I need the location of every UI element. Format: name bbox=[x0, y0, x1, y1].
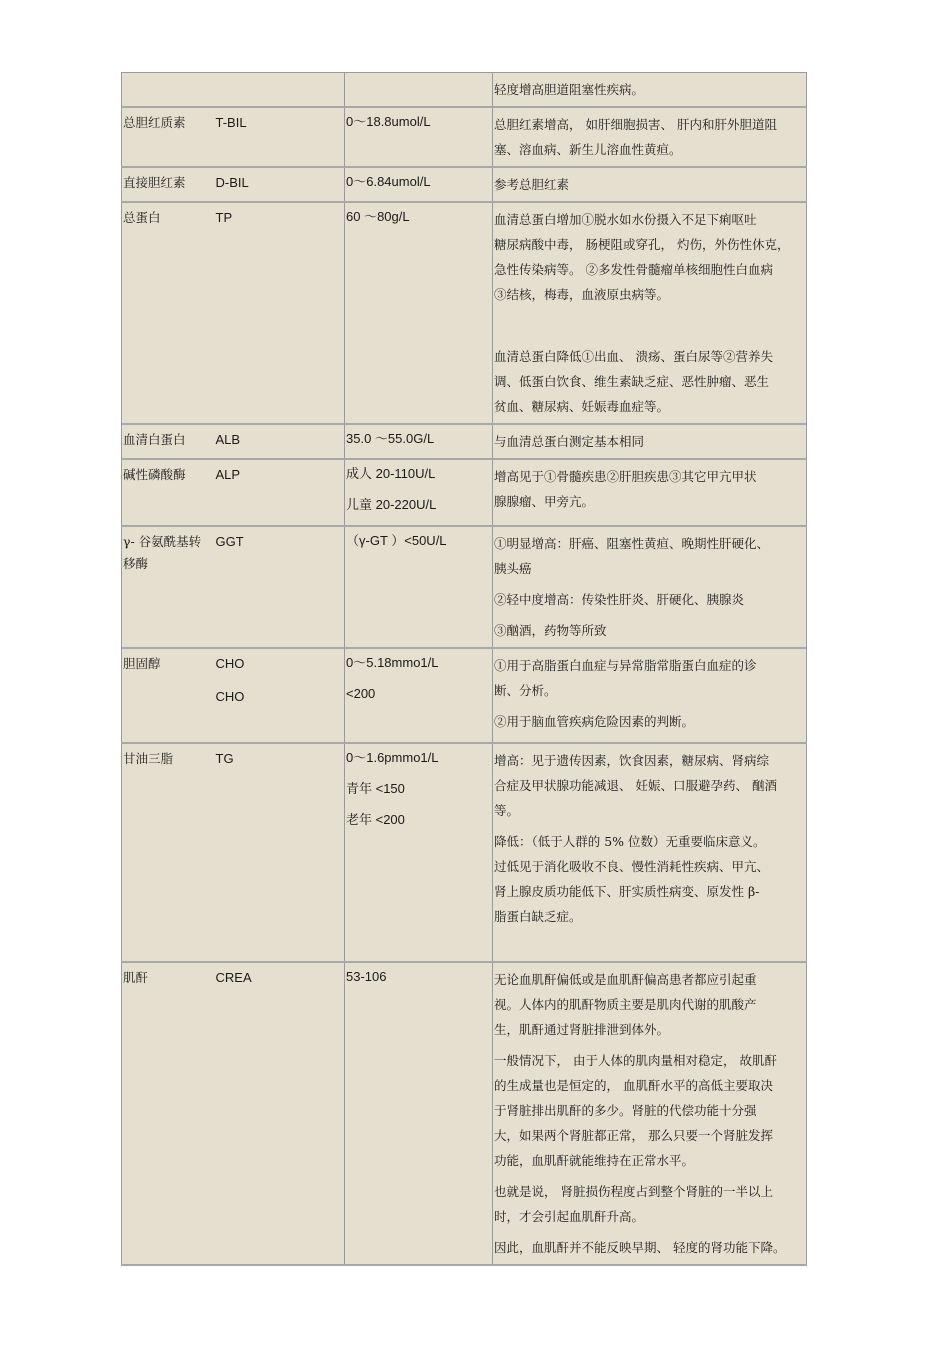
description-line: 等。 bbox=[494, 803, 520, 818]
description-line: 塞、溶血病、新生儿溶血性黄疸。 bbox=[494, 142, 682, 157]
description-line: 合症及甲状腺功能减退、 妊娠、口服避孕药、 酗酒 bbox=[494, 778, 777, 793]
description-line: 一般情况下， 由于人体的肌肉量相对稳定， 故肌酐 bbox=[494, 1053, 777, 1068]
abbreviation-cell bbox=[215, 167, 345, 202]
description-line: 功能，血肌酐就能维持在正常水平。 bbox=[494, 1153, 695, 1168]
item-name-cell-line: γ- 谷氨酰基转 bbox=[123, 534, 202, 549]
description-line: 参考总胆红素 bbox=[494, 177, 570, 192]
lab-reference-table bbox=[121, 72, 807, 1266]
description-line: ①用于高脂蛋白血症与异常脂常脂蛋白血症的诊 bbox=[494, 658, 757, 673]
reference-range-cell-line: 53-106 bbox=[346, 969, 387, 984]
abbreviation-cell-line: TP bbox=[215, 210, 233, 225]
item-name-cell bbox=[122, 107, 215, 167]
description-paragraph bbox=[494, 1048, 806, 1173]
reference-range-cell-line: 0～6.84umol/L bbox=[346, 174, 431, 189]
item-name-cell-line: 甘油三脂 bbox=[123, 751, 174, 766]
item-name-cell-line: 胆固醇 bbox=[123, 656, 161, 671]
table-row bbox=[122, 743, 807, 962]
table-row bbox=[122, 526, 807, 648]
description-paragraph bbox=[494, 429, 806, 454]
clinical-significance-cell bbox=[493, 648, 807, 743]
table-row bbox=[122, 424, 807, 459]
description-line: 视。人体内的肌酐物质主要是肌肉代谢的肌酸产 bbox=[494, 997, 757, 1012]
item-name-cell bbox=[122, 73, 215, 108]
reference-range-cell-line: 35.0 ～55.0G/L bbox=[346, 431, 435, 446]
description-line: 总胆红素增高， 如肝细胞损害、 肝内和肝外胆道阻 bbox=[494, 117, 777, 132]
description-line: 血清总蛋白增加①脱水如水份摄入不足下痢呕吐 bbox=[494, 212, 757, 227]
item-name-cell-line: 总胆红质素 bbox=[123, 115, 186, 130]
reference-range-cell bbox=[345, 202, 493, 424]
item-name-cell bbox=[122, 743, 215, 962]
abbreviation-cell-line: CREA bbox=[215, 970, 252, 985]
reference-range-cell bbox=[345, 962, 493, 1265]
clinical-significance-cell bbox=[493, 743, 807, 962]
description-paragraph bbox=[494, 653, 806, 703]
description-line: 血清总蛋白降低①出血、 溃疡、蛋白尿等②营养失 bbox=[494, 349, 773, 364]
description-line: 增高：见于遗传因素，饮食因素，糖尿病、肾病综 bbox=[494, 753, 770, 768]
item-name-cell bbox=[122, 962, 215, 1265]
reference-range-cell bbox=[345, 167, 493, 202]
reference-range-cell-line: 0～18.8umol/L bbox=[346, 114, 431, 129]
clinical-significance-cell bbox=[493, 107, 807, 167]
description-line: ②用于脑血管疾病危险因素的判断。 bbox=[494, 714, 695, 729]
description-line: 也就是说， 肾脏损伤程度占到整个肾脏的一半以上 bbox=[494, 1184, 773, 1199]
reference-range-cell bbox=[345, 743, 493, 962]
description-line: 与血清总蛋白测定基本相同 bbox=[494, 434, 645, 449]
description-paragraph bbox=[494, 531, 806, 581]
description-line: ②轻中度增高：传染性肝炎、肝硬化、胰腺炎 bbox=[494, 592, 745, 607]
clinical-significance-cell bbox=[493, 73, 807, 108]
description-line: 的生成量也是恒定的， 血肌酐水平的高低主要取决 bbox=[494, 1078, 773, 1093]
clinical-significance-cell bbox=[493, 424, 807, 459]
reference-range-cell bbox=[345, 648, 493, 743]
abbreviation-cell bbox=[215, 73, 345, 108]
description-line: 肾上腺皮质功能低下、肝实质性病变、原发性 β- bbox=[494, 884, 760, 899]
abbreviation-cell bbox=[215, 424, 345, 459]
description-paragraph bbox=[494, 748, 806, 823]
description-paragraph bbox=[494, 172, 806, 197]
item-name-cell-line: 总蛋白 bbox=[123, 210, 161, 225]
description-line: 无论血肌酐偏低或是血肌酐偏高患者都应引起重 bbox=[494, 972, 757, 987]
description-line: 急性传染病等。 ②多发性骨髓瘤单核细胞性白血病 bbox=[494, 262, 773, 277]
abbreviation-cell-line: CHO bbox=[215, 656, 245, 671]
clinical-significance-cell bbox=[493, 526, 807, 648]
abbreviation-cell bbox=[215, 107, 345, 167]
abbreviation-cell-line: T-BIL bbox=[215, 115, 247, 130]
description-paragraph bbox=[494, 829, 806, 929]
clinical-significance-cell bbox=[493, 459, 807, 526]
item-name-cell-line: 血清白蛋白 bbox=[123, 432, 186, 447]
item-name-cell-line: 肌酐 bbox=[123, 970, 149, 985]
description-line: ③酗酒，药物等所致 bbox=[494, 623, 607, 638]
reference-range-cell-line: 成人 20-110U/L bbox=[346, 466, 436, 481]
abbreviation-cell-line: ALP bbox=[215, 467, 241, 482]
abbreviation-cell bbox=[215, 459, 345, 526]
description-line: 因此，血肌酐并不能反映早期、 轻度的肾功能下降。 bbox=[494, 1240, 786, 1255]
table-row bbox=[122, 648, 807, 743]
description-line: 降低：（低于人群的 5% 位数）无重要临床意义。 bbox=[494, 834, 766, 849]
description-paragraph bbox=[494, 1235, 806, 1260]
abbreviation-cell-line: D-BIL bbox=[215, 175, 249, 190]
description-line: 生，肌酐通过肾脏排泄到体外。 bbox=[494, 1022, 670, 1037]
item-name-cell bbox=[122, 167, 215, 202]
table-row bbox=[122, 459, 807, 526]
reference-range-cell bbox=[345, 73, 493, 108]
abbreviation-cell bbox=[215, 202, 345, 424]
clinical-significance-cell bbox=[493, 202, 807, 424]
table-body bbox=[122, 73, 807, 1266]
description-paragraph bbox=[494, 709, 806, 734]
reference-range-cell-line: <200 bbox=[346, 686, 376, 701]
description-line: 于肾脏排出肌酐的多少。肾脏的代偿功能十分强 bbox=[494, 1103, 757, 1118]
description-line: 轻度增高胆道阻塞性疾病。 bbox=[494, 82, 645, 97]
description-line: ③结核，梅毒，血液原虫病等。 bbox=[494, 287, 670, 302]
table-row bbox=[122, 107, 807, 167]
table-row bbox=[122, 962, 807, 1265]
description-line: ①明显增高：肝癌、阻塞性黄疸、晚期性肝硬化、 bbox=[494, 536, 770, 551]
description-line: 腺腺瘤、甲旁亢。 bbox=[494, 494, 595, 509]
description-line: 大，如果两个肾脏都正常， 那么只要一个肾脏发挥 bbox=[494, 1128, 773, 1143]
description-line: 调、低蛋白饮食、维生素缺乏症、恶性肿瘤、恶生 bbox=[494, 374, 770, 389]
reference-range-cell bbox=[345, 424, 493, 459]
item-name-cell-line: 移酶 bbox=[123, 556, 149, 571]
item-name-cell-line: 碱性磷酸酶 bbox=[123, 467, 186, 482]
item-name-cell-line: 直接胆红素 bbox=[123, 175, 186, 190]
reference-range-cell-line: 青年 <150 bbox=[346, 781, 405, 796]
description-line: 过低见于消化吸收不良、慢性消耗性疾病、甲亢、 bbox=[494, 859, 770, 874]
description-paragraph bbox=[494, 344, 806, 419]
table-row bbox=[122, 73, 807, 108]
description-paragraph bbox=[494, 464, 806, 514]
abbreviation-cell bbox=[215, 743, 345, 962]
abbreviation-cell-line: ALB bbox=[215, 432, 241, 447]
abbreviation-cell bbox=[215, 526, 345, 648]
description-line: 糖尿病酸中毒， 肠梗阻或穿孔， 灼伤，外伤性休克， bbox=[494, 237, 790, 252]
clinical-significance-cell bbox=[493, 167, 807, 202]
reference-range-cell-line: （γ-GT ）<50U/L bbox=[346, 533, 447, 548]
item-name-cell bbox=[122, 526, 215, 648]
reference-range-cell bbox=[345, 526, 493, 648]
reference-range-cell bbox=[345, 459, 493, 526]
description-paragraph bbox=[494, 618, 806, 643]
reference-range-cell-line: 老年 <200 bbox=[346, 812, 405, 827]
description-line: 贫血、糖尿病、妊娠毒血症等。 bbox=[494, 399, 670, 414]
description-paragraph bbox=[494, 967, 806, 1042]
description-line: 胰头癌 bbox=[494, 561, 532, 576]
description-line: 脂蛋白缺乏症。 bbox=[494, 909, 582, 924]
description-paragraph bbox=[494, 207, 806, 307]
table-row bbox=[122, 202, 807, 424]
reference-range-cell-line: 0～5.18mmo1/L bbox=[346, 655, 439, 670]
item-name-cell bbox=[122, 424, 215, 459]
abbreviation-cell bbox=[215, 962, 345, 1265]
reference-range-cell-line: 儿童 20-220U/L bbox=[346, 497, 437, 512]
abbreviation-cell bbox=[215, 648, 345, 743]
item-name-cell bbox=[122, 202, 215, 424]
table-row bbox=[122, 167, 807, 202]
clinical-significance-cell bbox=[493, 962, 807, 1265]
abbreviation-cell-line: GGT bbox=[215, 534, 244, 549]
description-line: 增高见于①骨髓疾患②肝胆疾患③其它甲亢甲状 bbox=[494, 469, 757, 484]
abbreviation-cell-line: CHO bbox=[215, 689, 245, 704]
description-line: 断、分析。 bbox=[494, 683, 557, 698]
item-name-cell bbox=[122, 648, 215, 743]
description-paragraph bbox=[494, 77, 806, 102]
reference-range-cell-line: 0～1.6pmmo1/L bbox=[346, 750, 439, 765]
description-paragraph bbox=[494, 587, 806, 612]
abbreviation-cell-line: TG bbox=[215, 751, 234, 766]
reference-range-cell-line: 60 ～80g/L bbox=[346, 209, 410, 224]
description-paragraph bbox=[494, 112, 806, 162]
description-paragraph bbox=[494, 1179, 806, 1229]
description-line: 时，才会引起血肌酐升高。 bbox=[494, 1209, 645, 1224]
item-name-cell bbox=[122, 459, 215, 526]
reference-range-cell bbox=[345, 107, 493, 167]
